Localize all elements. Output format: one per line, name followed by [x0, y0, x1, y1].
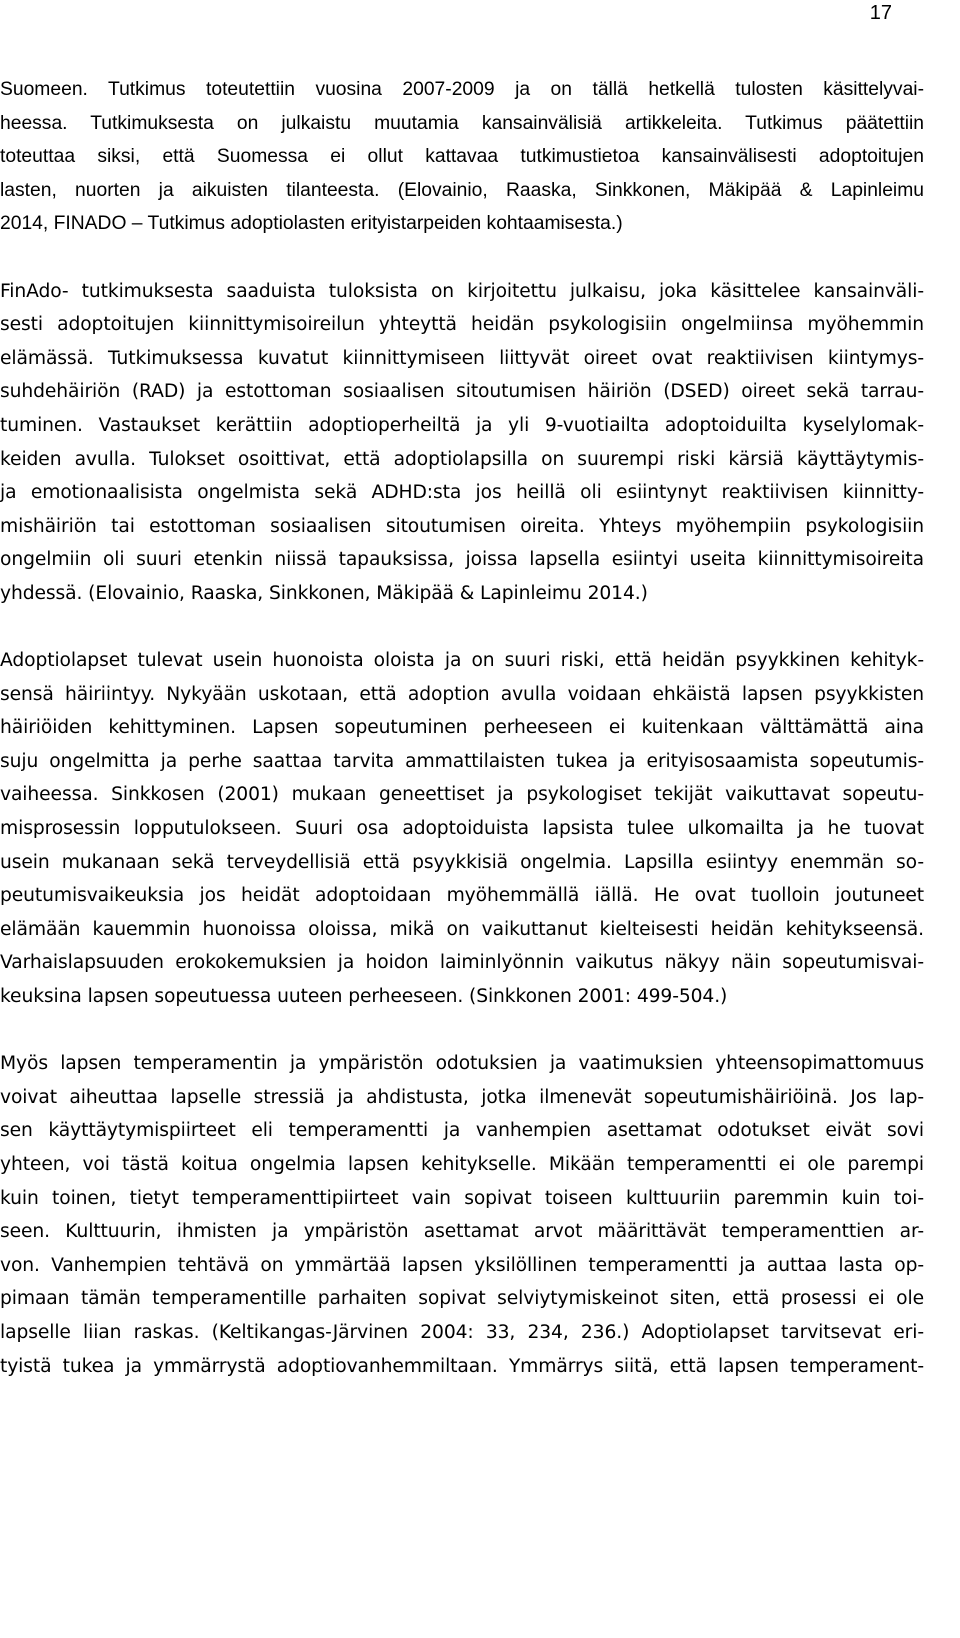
text-line: elämään kauemmin huonoissa oloissa, mikä on vaikuttanut kielteisesti heidän kehitykseensä. [0, 918, 924, 940]
text-line: voivat aiheuttaa lapselle stressiä ja ahdistusta, jotka ilmenevät sopeutumishäiriöinä. Jos lap- [0, 1086, 924, 1108]
text-line: tyistä tukea ja ymmärrystä adoptiovanhemmiltaan. Ymmärrys siitä, että lapsen temperament- [0, 1355, 924, 1377]
text-line: sensä häiriintyy. Nykyään uskotaan, että adoption avulla voidaan ehkäistä lapsen psyykkisten [0, 683, 924, 705]
document-body [0, 73, 924, 1383]
paragraph-temperament [0, 1047, 924, 1383]
text-line: FinAdo- tutkimuksesta saaduista tuloksista on kirjoitettu julkaisu, joka käsittelee kansainväli- [0, 280, 924, 302]
text-line: elämässä. Tutkimuksessa kuvatut kiinnittymiseen liittyvät oireet ovat reaktiivisen kiintymys- [0, 347, 924, 369]
text-line: häiriöiden kehittyminen. Lapsen sopeutuminen perheeseen ei kuitenkaan välttämättä aina [0, 717, 924, 739]
text-line: suju ongelmitta ja perhe saattaa tarvita ammattilaisten tukea ja erityisosaamista sopeutumis- [0, 750, 924, 772]
text-line: seen. Kulttuurin, ihmisten ja ympäristön asettamat arvot määrittävät temperamenttien ar- [0, 1221, 924, 1243]
text-line: peutumisvaikeuksia jos heidät adoptoidaan myöhemmällä iällä. He ovat tuolloin joutuneet [0, 885, 924, 907]
paragraph-finado-study [0, 73, 924, 241]
text-line: pimaan tämän temperamentille parhaiten sopivat selviytymiskeinot siten, että prosessi ei ole [0, 1288, 924, 1310]
text-line: ja emotionaalisista ongelmista sekä ADHD:sta jos heillä oli esiintynyt reaktiivisen kiinnitty- [0, 482, 924, 504]
page-number: 17 [869, 2, 892, 24]
text-line: von. Vanhempien tehtävä on ymmärtää lapsen yksilöllinen temperamentti ja auttaa lasta op- [0, 1254, 924, 1276]
text-line: kuin toinen, tietyt temperamenttipiirteet vain sopivat toiseen kulttuuriin paremmin kuin toi- [0, 1187, 924, 1209]
text-line: Suomeen. Tutkimus toteutettiin vuosina 2007-2009 ja on tällä hetkellä tulosten käsittelyvai- [0, 79, 924, 100]
text-line: suhdehäiriön (RAD) ja estottoman sosiaalisen sitoutumisen häiriön (DSED) oireet sekä tarrau- [0, 381, 924, 403]
text-line: tuminen. Vastaukset kerättiin adoptioperheiltä ja yli 9-vuotiailta adoptoiduilta kyselylomak- [0, 414, 924, 436]
text-line: misprosessin lopputulokseen. Suuri osa adoptoiduista lapsista tulee ulkomailta ja he tuovat [0, 818, 924, 840]
text-line: usein mukanaan sekä terveydellisiä että psyykkisiä ongelmia. Lapsilla esiintyy enemmän so- [0, 851, 924, 873]
text-line: sen käyttäytymispiirteet eli temperamentti ja vanhempien asettamat odotukset eivät sovi [0, 1120, 924, 1142]
text-line: lasten, nuorten ja aikuisten tilanteesta. (Elovainio, Raaska, Sinkkonen, Mäkipää & Lapinleimu [0, 179, 924, 201]
text-line: heessa. Tutkimuksesta on julkaistu muutamia kansainvälisiä artikkeleita. Tutkimus päätettiin [0, 112, 924, 134]
text-line: keuksina lapsen sopeutuessa uuteen perheeseen. (Sinkkonen 2001: 499-504.) [0, 986, 728, 1008]
paragraph-attachment-results [0, 275, 924, 611]
paragraph-adoption-adjustment [0, 644, 924, 1014]
paragraph-gap [0, 611, 924, 645]
paragraph-gap [0, 1014, 924, 1048]
text-line: 2014, FINADO – Tutkimus adoptiolasten erityistarpeiden kohtaamisesta.) [0, 213, 623, 235]
paragraph-gap [0, 241, 924, 275]
text-line: mishäiriön tai estottoman sosiaalisen sitoutumisen oireita. Yhteys myöhempiin psykologisiin [0, 515, 924, 537]
text-line: Varhaislapsuuden erokokemuksien ja hoidon laiminlyönnin vaikutus näkyy näin sopeutumisvai- [0, 952, 924, 974]
text-line: keiden avulla. Tulokset osoittivat, että adoptiolapsilla on suurempi riski kärsiä käyttäytymis- [0, 448, 924, 470]
text-line: sesti adoptoitujen kiinnittymisoireilun yhteyttä heidän psykologisiin ongelmiinsa myöhemmin [0, 314, 924, 336]
text-line: yhteen, voi tästä koitua ongelmia lapsen kehitykselle. Mikään temperamentti ei ole parempi [0, 1154, 924, 1175]
text-line: toteuttaa siksi, että Suomessa ei ollut kattavaa tutkimustietoa kansainvälisesti adoptoitujen [0, 146, 924, 168]
text-line: vaiheessa. Sinkkosen (2001) mukaan geneettiset ja psykologiset tekijät vaikuttavat sopeutu- [0, 784, 924, 806]
text-line: Myös lapsen temperamentin ja ympäristön odotuksien ja vaatimuksien yhteensopimattomuus [0, 1053, 924, 1075]
text-line: Adoptiolapset tulevat usein huonoista oloista ja on suuri riski, että heidän psyykkinen kehityk- [0, 650, 924, 672]
text-line: yhdessä. (Elovainio, Raaska, Sinkkonen, Mäkipää & Lapinleimu 2014.) [0, 582, 648, 604]
text-line: ongelmiin oli suuri etenkin niissä tapauksissa, joissa lapsella esiintyi useita kiinnittymisoireita [0, 549, 924, 571]
text-line: lapselle liian raskas. (Keltikangas-Järvinen 2004: 33, 234, 236.) Adoptiolapset tarvitsevat eri- [0, 1321, 924, 1343]
